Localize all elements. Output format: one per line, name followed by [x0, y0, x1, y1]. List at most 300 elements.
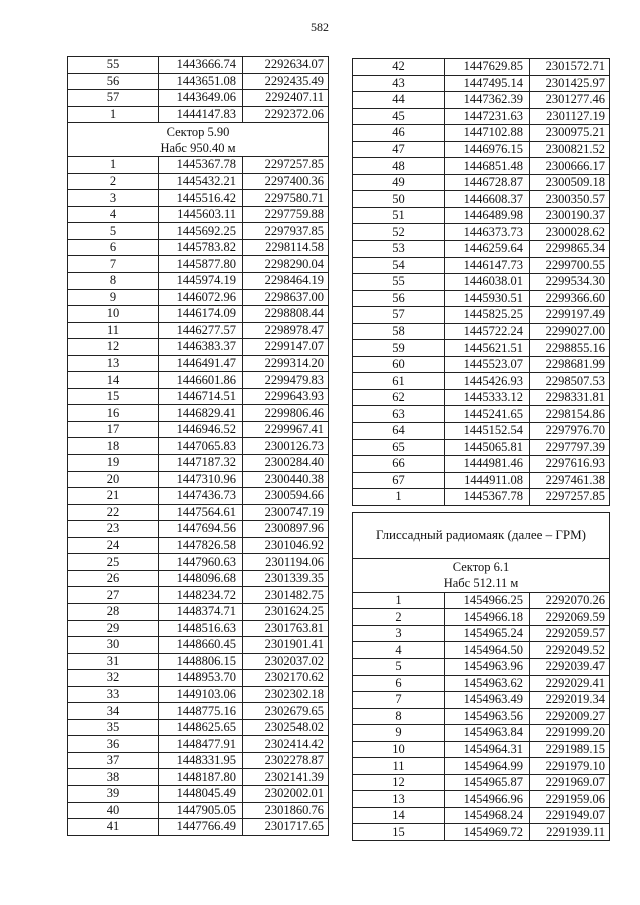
coordinate-x: 1444147.83: [159, 106, 243, 123]
point-number: 34: [68, 703, 159, 720]
coordinate-y: 2299967.41: [243, 421, 329, 438]
coordinate-x: 1445333.12: [445, 389, 530, 406]
coordinate-y: 2299314.20: [243, 355, 329, 372]
table-row: [353, 108, 610, 125]
table-row: [68, 289, 329, 306]
table-row: [353, 675, 610, 692]
table-row: [68, 488, 329, 505]
point-number: 63: [353, 406, 445, 423]
coordinate-y: 2297461.38: [530, 472, 610, 489]
table-row: [353, 658, 610, 675]
coordinate-y: 2302170.62: [243, 670, 329, 687]
table-row: [353, 158, 610, 175]
point-number: 12: [353, 774, 445, 791]
point-number: 18: [68, 438, 159, 455]
coordinate-x: 1447905.05: [159, 802, 243, 819]
table-row: [68, 587, 329, 604]
coordinate-y: 2299197.49: [530, 307, 610, 324]
coordinate-y: 2299865.34: [530, 241, 610, 258]
coordinate-x: 1454964.50: [445, 642, 530, 659]
table-row: [68, 206, 329, 223]
coordinate-x: 1446714.51: [159, 388, 243, 405]
coordinate-y: 2298290.04: [243, 256, 329, 273]
coordinate-y: 2300897.96: [243, 521, 329, 538]
point-number: 55: [353, 274, 445, 291]
coordinate-y: 2301482.75: [243, 587, 329, 604]
coordinate-x: 1448374.71: [159, 603, 243, 620]
point-number: 36: [68, 736, 159, 753]
point-number: 45: [353, 108, 445, 125]
table-row: [353, 824, 610, 841]
point-number: 64: [353, 423, 445, 440]
table-row: [68, 306, 329, 323]
table-row: [353, 625, 610, 642]
coordinate-y: 2299366.60: [530, 290, 610, 307]
point-number: 1: [68, 157, 159, 174]
coordinate-y: 2291939.11: [530, 824, 610, 841]
coordinate-y: 2301425.97: [530, 75, 610, 92]
coordinate-y: 2300509.18: [530, 174, 610, 191]
coordinate-x: 1446277.57: [159, 322, 243, 339]
table-row: [68, 521, 329, 538]
gap-cell: [353, 505, 610, 512]
coordinate-x: 1454965.24: [445, 625, 530, 642]
point-number: 56: [68, 73, 159, 90]
coordinate-y: 2301572.71: [530, 59, 610, 76]
coordinate-y: 2298637.00: [243, 289, 329, 306]
coordinate-y: 2297580.71: [243, 190, 329, 207]
coordinate-y: 2301046.92: [243, 537, 329, 554]
coordinate-x: 1446601.86: [159, 372, 243, 389]
point-number: 47: [353, 141, 445, 158]
point-number: 46: [353, 125, 445, 142]
table-row: [68, 653, 329, 670]
point-number: 16: [68, 405, 159, 422]
point-number: 61: [353, 373, 445, 390]
point-number: 13: [353, 791, 445, 808]
coordinate-x: 1445432.21: [159, 173, 243, 190]
coordinate-x: 1446038.01: [445, 274, 530, 291]
coordinate-x: 1445783.82: [159, 239, 243, 256]
table-row: [68, 719, 329, 736]
point-number: 35: [68, 719, 159, 736]
coordinate-x: 1443666.74: [159, 57, 243, 74]
coordinate-y: 2298978.47: [243, 322, 329, 339]
table-row: [353, 725, 610, 742]
coordinate-x: 1445877.80: [159, 256, 243, 273]
point-number: 12: [68, 339, 159, 356]
coordinate-x: 1447065.83: [159, 438, 243, 455]
point-number: 3: [68, 190, 159, 207]
coordinate-y: 2292019.34: [530, 692, 610, 709]
coordinate-x: 1446976.15: [445, 141, 530, 158]
coordinate-y: 2292029.41: [530, 675, 610, 692]
facility-heading: Глиссадный радиомаяк (далее – ГРМ): [353, 512, 610, 558]
coordinate-y: 2292070.26: [530, 592, 610, 609]
coordinate-x: 1448234.72: [159, 587, 243, 604]
point-number: 66: [353, 456, 445, 473]
coordinate-x: 1448953.70: [159, 670, 243, 687]
point-number: 15: [68, 388, 159, 405]
sector-heading: [68, 123, 329, 157]
coordinate-y: 2292069.59: [530, 609, 610, 626]
table-row: [353, 75, 610, 92]
point-number: 10: [68, 306, 159, 323]
point-number: 27: [68, 587, 159, 604]
point-number: 60: [353, 356, 445, 373]
sector-heading-row: [68, 123, 329, 157]
coordinate-x: 1448187.80: [159, 769, 243, 786]
coordinate-y: 2297937.85: [243, 223, 329, 240]
table-row: [353, 59, 610, 76]
point-number: 15: [353, 824, 445, 841]
table-row: [68, 239, 329, 256]
table-row: [68, 190, 329, 207]
point-number: 51: [353, 207, 445, 224]
coordinate-y: 2301624.25: [243, 603, 329, 620]
point-number: 49: [353, 174, 445, 191]
coordinate-x: 1454963.62: [445, 675, 530, 692]
point-number: 43: [353, 75, 445, 92]
point-number: 9: [353, 725, 445, 742]
facility-heading-row: [353, 512, 610, 558]
coordinate-y: 2299479.83: [243, 372, 329, 389]
sector-heading: [353, 558, 610, 592]
coordinate-y: 2302302.18: [243, 686, 329, 703]
coordinate-y: 2299534.30: [530, 274, 610, 291]
coordinate-y: 2292059.57: [530, 625, 610, 642]
coordinate-x: 1445065.81: [445, 439, 530, 456]
coordinate-x: 1448477.91: [159, 736, 243, 753]
coordinate-x: 1446728.87: [445, 174, 530, 191]
coordinates-table-right: [352, 58, 610, 841]
coordinate-x: 1445825.25: [445, 307, 530, 324]
point-number: 57: [353, 307, 445, 324]
point-number: 52: [353, 224, 445, 241]
coordinate-x: 1446491.47: [159, 355, 243, 372]
point-number: 13: [68, 355, 159, 372]
coordinate-y: 2302414.42: [243, 736, 329, 753]
table-row: [68, 570, 329, 587]
coordinate-y: 2297797.39: [530, 439, 610, 456]
sector-height: Набс 512.11 м: [443, 576, 519, 591]
point-number: 31: [68, 653, 159, 670]
table-row: [68, 90, 329, 107]
table-row: [353, 791, 610, 808]
coordinate-x: 1454965.87: [445, 774, 530, 791]
coordinate-x: 1445367.78: [159, 157, 243, 174]
coordinate-y: 2301860.76: [243, 802, 329, 819]
coordinate-y: 2291949.07: [530, 807, 610, 824]
coordinate-x: 1447187.32: [159, 455, 243, 472]
coordinate-x: 1448775.16: [159, 703, 243, 720]
coordinate-y: 2291959.06: [530, 791, 610, 808]
point-number: 28: [68, 603, 159, 620]
coordinate-y: 2298464.19: [243, 273, 329, 290]
point-number: 37: [68, 752, 159, 769]
coordinate-y: 2299147.07: [243, 339, 329, 356]
coordinate-x: 1446072.96: [159, 289, 243, 306]
coordinate-x: 1448516.63: [159, 620, 243, 637]
table-row: [353, 642, 610, 659]
coordinate-x: 1454963.96: [445, 658, 530, 675]
table-row: [68, 73, 329, 90]
point-number: 2: [68, 173, 159, 190]
coordinate-y: 2300747.19: [243, 504, 329, 521]
point-number: 6: [68, 239, 159, 256]
coordinate-x: 1447564.61: [159, 504, 243, 521]
coordinate-x: 1444981.46: [445, 456, 530, 473]
table-row: [68, 372, 329, 389]
table-row: [68, 504, 329, 521]
coordinate-x: 1446373.73: [445, 224, 530, 241]
coordinate-y: 2300594.66: [243, 488, 329, 505]
table-row: [68, 703, 329, 720]
coordinate-x: 1446147.73: [445, 257, 530, 274]
table-row: [68, 223, 329, 240]
coordinate-y: 2297400.36: [243, 173, 329, 190]
table-row: [353, 307, 610, 324]
table-row: [68, 554, 329, 571]
table-row: [68, 785, 329, 802]
table-row: [353, 257, 610, 274]
table-row: [353, 241, 610, 258]
point-number: 55: [68, 57, 159, 74]
point-number: 56: [353, 290, 445, 307]
sector-title: Сектор 5.90: [166, 124, 230, 139]
coordinate-y: 2299643.93: [243, 388, 329, 405]
point-number: 54: [353, 257, 445, 274]
table-row: [353, 774, 610, 791]
coordinate-x: 1454968.24: [445, 807, 530, 824]
coordinate-x: 1454966.18: [445, 609, 530, 626]
table-row: [353, 224, 610, 241]
coordinate-x: 1454963.84: [445, 725, 530, 742]
point-number: 21: [68, 488, 159, 505]
coordinate-y: 2302548.02: [243, 719, 329, 736]
table-row: [68, 620, 329, 637]
point-number: 42: [353, 59, 445, 76]
coordinate-x: 1448096.68: [159, 570, 243, 587]
coordinate-y: 2301277.46: [530, 92, 610, 109]
coordinate-x: 1448660.45: [159, 637, 243, 654]
point-number: 33: [68, 686, 159, 703]
point-number: 50: [353, 191, 445, 208]
table-row: [68, 388, 329, 405]
coordinate-x: 1446489.98: [445, 207, 530, 224]
point-number: 41: [68, 819, 159, 836]
point-number: 6: [353, 675, 445, 692]
point-number: 58: [353, 323, 445, 340]
point-number: 32: [68, 670, 159, 687]
point-number: 11: [68, 322, 159, 339]
sector-title: Сектор 6.1: [452, 560, 510, 575]
coordinate-x: 1446608.37: [445, 191, 530, 208]
coordinate-y: 2291999.20: [530, 725, 610, 742]
coordinate-x: 1445426.93: [445, 373, 530, 390]
table-row: [353, 274, 610, 291]
coordinate-x: 1447694.56: [159, 521, 243, 538]
table-row: [68, 157, 329, 174]
coordinate-y: 2291979.10: [530, 758, 610, 775]
point-number: 4: [353, 642, 445, 659]
point-number: 1: [353, 489, 445, 506]
coordinate-y: 2300666.17: [530, 158, 610, 175]
coordinate-x: 1448625.65: [159, 719, 243, 736]
coordinate-x: 1448045.49: [159, 785, 243, 802]
table-row: [68, 173, 329, 190]
coordinate-y: 2291969.07: [530, 774, 610, 791]
table-row: [353, 290, 610, 307]
table-row: [353, 692, 610, 709]
coordinate-y: 2297616.93: [530, 456, 610, 473]
coordinate-x: 1446946.52: [159, 421, 243, 438]
point-number: 20: [68, 471, 159, 488]
coordinate-y: 2300284.40: [243, 455, 329, 472]
coordinates-table-left: [67, 56, 329, 836]
coordinate-x: 1446259.64: [445, 241, 530, 258]
table-row: [68, 421, 329, 438]
table-row: [353, 125, 610, 142]
table-row: [68, 752, 329, 769]
table-row: [68, 256, 329, 273]
coordinate-y: 2297976.70: [530, 423, 610, 440]
table-row: [353, 92, 610, 109]
point-number: 22: [68, 504, 159, 521]
coordinate-y: 2300440.38: [243, 471, 329, 488]
point-number: 17: [68, 421, 159, 438]
coordinate-y: 2300350.57: [530, 191, 610, 208]
coordinate-y: 2292435.49: [243, 73, 329, 90]
coordinate-x: 1454963.56: [445, 708, 530, 725]
table-row: [353, 323, 610, 340]
coordinate-x: 1454964.31: [445, 741, 530, 758]
coordinate-y: 2292049.52: [530, 642, 610, 659]
coordinate-x: 1443649.06: [159, 90, 243, 107]
point-number: 5: [68, 223, 159, 240]
table-row: [68, 769, 329, 786]
coordinate-y: 2301763.81: [243, 620, 329, 637]
coordinate-x: 1454966.25: [445, 592, 530, 609]
point-number: 39: [68, 785, 159, 802]
coordinate-y: 2302141.39: [243, 769, 329, 786]
point-number: 3: [353, 625, 445, 642]
coordinate-x: 1447231.63: [445, 108, 530, 125]
coordinate-y: 2292009.27: [530, 708, 610, 725]
coordinate-x: 1447436.73: [159, 488, 243, 505]
coordinate-y: 2298855.16: [530, 340, 610, 357]
coordinate-y: 2299027.00: [530, 323, 610, 340]
table-row: [353, 389, 610, 406]
coordinate-y: 2301339.35: [243, 570, 329, 587]
coordinate-y: 2302037.02: [243, 653, 329, 670]
point-number: 48: [353, 158, 445, 175]
coordinate-x: 1448806.15: [159, 653, 243, 670]
coordinate-y: 2300028.62: [530, 224, 610, 241]
point-number: 19: [68, 455, 159, 472]
table-row: [353, 489, 610, 506]
coordinate-x: 1447826.58: [159, 537, 243, 554]
coordinate-x: 1445367.78: [445, 489, 530, 506]
table-row: [68, 57, 329, 74]
coordinate-x: 1445152.54: [445, 423, 530, 440]
coordinate-x: 1447766.49: [159, 819, 243, 836]
coordinate-y: 2298331.81: [530, 389, 610, 406]
coordinate-x: 1445523.07: [445, 356, 530, 373]
coordinate-x: 1454964.99: [445, 758, 530, 775]
coordinate-y: 2299806.46: [243, 405, 329, 422]
coordinate-y: 2300975.21: [530, 125, 610, 142]
point-number: 4: [68, 206, 159, 223]
table-row: [68, 637, 329, 654]
point-number: 9: [68, 289, 159, 306]
table-row: [68, 802, 329, 819]
coordinate-x: 1445930.51: [445, 290, 530, 307]
table-row: [353, 807, 610, 824]
page-number: 582: [311, 20, 329, 34]
table-row: [68, 471, 329, 488]
table-row: [353, 456, 610, 473]
point-number: 26: [68, 570, 159, 587]
point-number: 24: [68, 537, 159, 554]
point-number: 14: [353, 807, 445, 824]
coordinate-y: 2298154.86: [530, 406, 610, 423]
table-row: [68, 686, 329, 703]
coordinate-y: 2301717.65: [243, 819, 329, 836]
coordinate-y: 2301127.19: [530, 108, 610, 125]
left-table-body: [68, 57, 329, 836]
table-row: [353, 423, 610, 440]
point-number: 11: [353, 758, 445, 775]
coordinate-x: 1454969.72: [445, 824, 530, 841]
point-number: 7: [68, 256, 159, 273]
table-row: [353, 207, 610, 224]
coordinate-y: 2302679.65: [243, 703, 329, 720]
coordinate-x: 1445974.19: [159, 273, 243, 290]
table-row: [353, 708, 610, 725]
coordinate-x: 1447310.96: [159, 471, 243, 488]
table-row: [68, 438, 329, 455]
coordinate-y: 2298681.99: [530, 356, 610, 373]
coordinate-y: 2297257.85: [243, 157, 329, 174]
table-gap: [353, 505, 610, 512]
table-row: [68, 405, 329, 422]
table-row: [68, 455, 329, 472]
coordinate-y: 2300190.37: [530, 207, 610, 224]
table-row: [353, 609, 610, 626]
table-row: [68, 106, 329, 123]
table-row: [353, 141, 610, 158]
table-row: [68, 322, 329, 339]
table-row: [353, 356, 610, 373]
point-number: 67: [353, 472, 445, 489]
coordinate-x: 1446383.37: [159, 339, 243, 356]
coordinate-y: 2292407.11: [243, 90, 329, 107]
table-row: [353, 373, 610, 390]
coordinate-y: 2298808.44: [243, 306, 329, 323]
coordinate-x: 1444911.08: [445, 472, 530, 489]
coordinate-y: 2297257.85: [530, 489, 610, 506]
coordinate-x: 1445621.51: [445, 340, 530, 357]
table-row: [68, 273, 329, 290]
point-number: 5: [353, 658, 445, 675]
table-row: [353, 592, 610, 609]
point-number: 30: [68, 637, 159, 654]
point-number: 59: [353, 340, 445, 357]
right-table-body: [353, 59, 610, 841]
coordinate-x: 1446851.48: [445, 158, 530, 175]
sector-height: Набс 950.40 м: [160, 140, 236, 155]
